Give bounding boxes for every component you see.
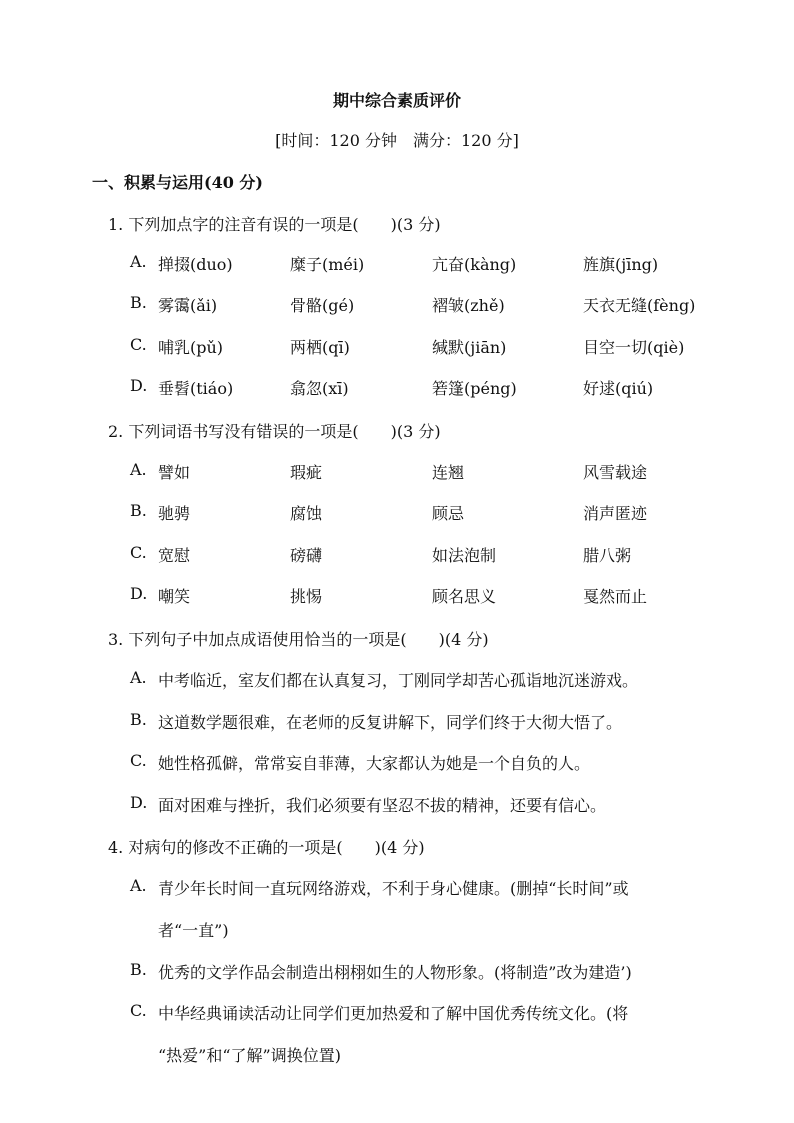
option-item: 如法泡制 xyxy=(432,546,497,565)
option-label: B. xyxy=(130,293,147,312)
q1-option-a xyxy=(130,252,730,276)
question-3-stem: 3. 下列句子中加点成语使用恰当的一项是( )(4 分) xyxy=(108,630,489,649)
q3-option-d-text: 面对困难与挫折，我们必须要有坚忍不拔的精神，还要有信心。 xyxy=(158,796,607,815)
option-item: 挑惕 xyxy=(290,587,323,606)
option-item: 好逑(qiú) xyxy=(583,379,654,398)
option-item: 宽慰 xyxy=(158,546,191,565)
q1-option-d xyxy=(130,376,730,400)
option-label: C. xyxy=(130,751,147,770)
page-title: 期中综合素质评价 xyxy=(332,91,461,110)
option-item: 戛然而止 xyxy=(583,587,648,606)
q2-option-c xyxy=(130,543,730,567)
q1-option-b xyxy=(130,293,730,317)
q2-option-b xyxy=(130,501,730,525)
option-item: 天衣无缝(fèng) xyxy=(583,296,696,315)
question-4-stem: 4. 对病句的修改不正确的一项是( )(4 分) xyxy=(108,838,425,857)
section-heading: 一、积累与运用(40 分) xyxy=(92,173,263,192)
question-2-stem: 2. 下列词语书写没有错误的一项是( )(3 分) xyxy=(108,422,441,441)
option-label: D. xyxy=(130,376,148,395)
option-item: 嘲笑 xyxy=(158,587,191,606)
q4-option-a-text: 青少年长时间一直玩网络游戏，不利于身心健康。(删掉“长时间”或 xyxy=(158,879,629,898)
option-label: A. xyxy=(130,252,147,271)
option-label: C. xyxy=(130,1001,147,1020)
q2-option-a xyxy=(130,460,730,484)
option-label: A. xyxy=(130,876,147,895)
option-item: 亢奋(kàng) xyxy=(432,255,517,274)
option-item: 连翘 xyxy=(432,463,465,482)
option-item: 雾霭(ǎi) xyxy=(158,296,218,315)
option-item: 譬如 xyxy=(158,463,191,482)
option-label: B. xyxy=(130,960,147,979)
option-item: 瑕疵 xyxy=(290,463,323,482)
option-item: 翕忽(xī) xyxy=(290,379,349,398)
option-label: B. xyxy=(130,710,147,729)
option-item: 磅礴 xyxy=(290,546,323,565)
option-item: 箬篷(péng) xyxy=(432,379,517,398)
option-item: 掸掇(duo) xyxy=(158,255,233,274)
option-item: 两栖(qī) xyxy=(290,338,350,357)
q3-option-b-text: 这道数学题很难，在老师的反复讲解下，同学们终于大彻大悟了。 xyxy=(158,713,623,732)
option-item: 顾名思义 xyxy=(432,587,497,606)
option-item: 驰骋 xyxy=(158,504,191,523)
option-item: 顾忌 xyxy=(432,504,465,523)
question-1-stem: 1. 下列加点字的注音有误的一项是( )(3 分) xyxy=(108,215,441,234)
option-item: 消声匿迹 xyxy=(583,504,648,523)
option-label: C. xyxy=(130,543,147,562)
option-label: D. xyxy=(130,584,148,603)
q4-option-a-continuation: 者“一直”) xyxy=(158,921,229,940)
option-label: B. xyxy=(130,501,147,520)
q4-option-c-continuation: “热爱”和“了解”调换位置) xyxy=(158,1046,341,1065)
q3-option-a-text: 中考临近，室友们都在认真复习，丁刚同学却苦心孤诣地沉迷游戏。 xyxy=(158,671,639,690)
q4-option-b-text: 优秀的文学作品会制造出栩栩如生的人物形象。(将制造”改为建造’) xyxy=(158,963,632,982)
q1-option-c xyxy=(130,335,730,359)
option-item: 目空一切(qiè) xyxy=(583,338,685,357)
option-item: 腊八粥 xyxy=(583,546,632,565)
option-item: 旌旗(jīng) xyxy=(583,255,659,274)
option-item: 哺乳(pǔ) xyxy=(158,338,224,357)
option-item: 垂髫(tiáo) xyxy=(158,379,234,398)
option-item: 糜子(méi) xyxy=(290,255,365,274)
q2-option-d xyxy=(130,584,730,608)
option-item: 缄默(jiān) xyxy=(432,338,507,357)
option-label: D. xyxy=(130,793,148,812)
option-item: 褶皱(zhě) xyxy=(432,296,505,315)
q4-option-c-text: 中华经典诵读活动让同学们更加热爱和了解中国优秀传统文化。(将 xyxy=(158,1004,629,1023)
option-item: 风雪载途 xyxy=(583,463,648,482)
option-label: A. xyxy=(130,460,147,479)
option-item: 骨骼(gé) xyxy=(290,296,355,315)
q3-option-c-text: 她性格孤僻，常常妄自菲薄，大家都认为她是一个自负的人。 xyxy=(158,754,591,773)
option-item: 腐蚀 xyxy=(290,504,323,523)
option-label: A. xyxy=(130,668,147,687)
exam-info: [时间：120 分钟 满分：120 分] xyxy=(275,131,519,150)
option-label: C. xyxy=(130,335,147,354)
